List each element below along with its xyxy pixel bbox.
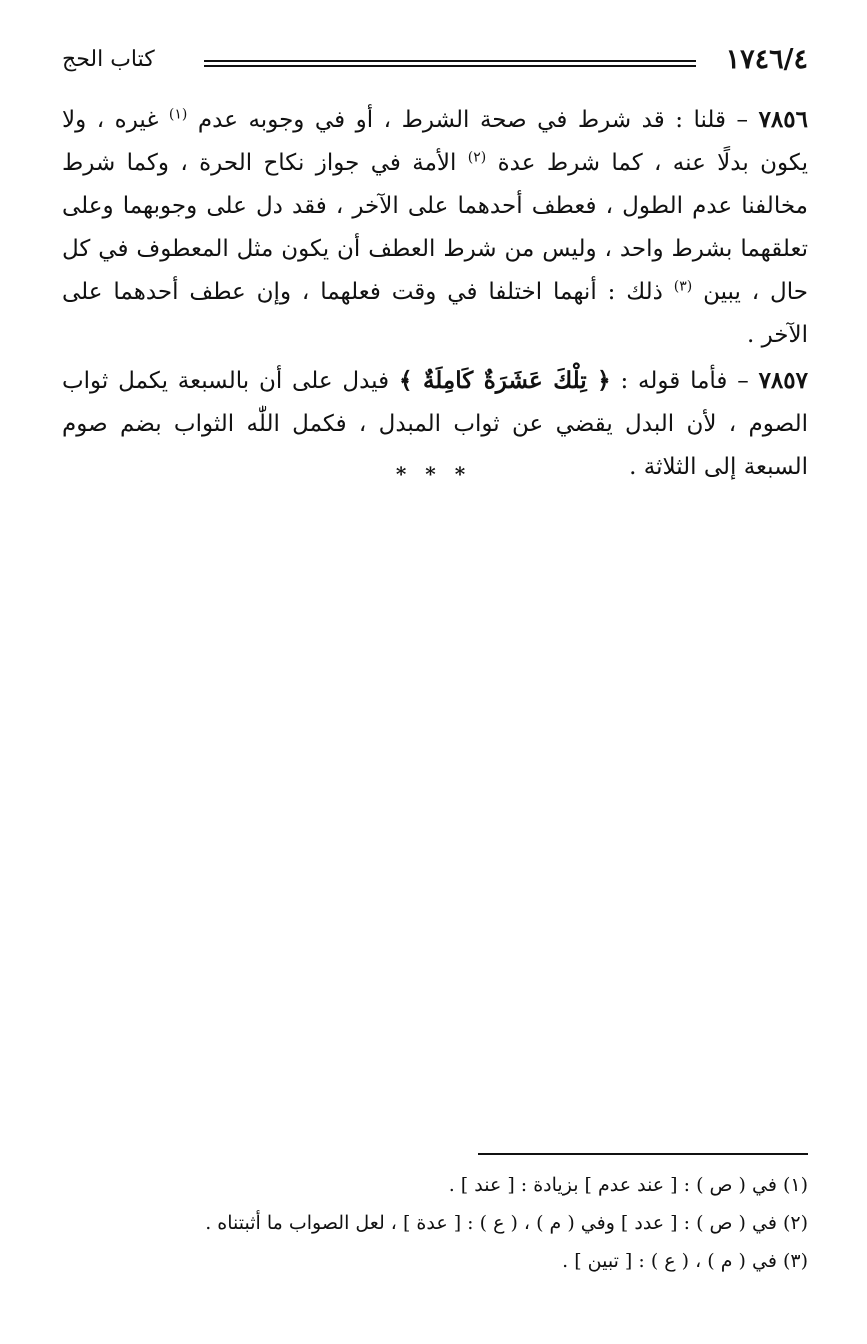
book-title: كتاب الحج [62, 47, 155, 72]
footnote-2: (٢) في ( ص ) : [ عدد ] وفي ( م ) ، ( ع ) : [ عدة ] ، لعل الصواب ما أثبتناه . [205, 1212, 808, 1234]
running-header [62, 44, 808, 84]
paragraph-text: فيدل على أن بالسبعة يكمل ثواب الصوم ، لأن البدل يقضي عن ثواب المبدل ، فكمل اللّٰه الثواب بضم صوم السبعة إلى الثلاثة . [62, 368, 808, 480]
quran-quote: ﴿ تِلْكَ عَشَرَةٌ كَامِلَةٌ ﴾ [398, 367, 611, 394]
paragraph-text: الأمة في جواز نكاح الحرة ، وكما شرط مخالفنا عدم الطول ، فعطف أحدهما على الآخر ، فقد دل على وجوبهما وعلى تعلقهما بشرط واحد ، وليس من شرط العطف أن يكون مثل المعطوف في كل حال ، يبين [62, 150, 808, 305]
paragraph-text: ذلك : أنهما اختلفا في وقت فعلهما ، وإن عطف أحدهما على الآخر . [62, 279, 808, 348]
footnote-ref-3: (٣) [673, 278, 693, 295]
footnote-ref-1: (١) [168, 106, 188, 123]
paragraph-text: – قلنا : قد شرط في صحة الشرط ، أو في وجوبه عدم [187, 107, 759, 133]
header-rule [204, 60, 696, 67]
paragraph-text: غيره ، ولا يكون بدلًا عنه ، كما شرط عدة [62, 107, 808, 176]
section-separator: * * * [395, 462, 472, 486]
footnote-3: (٣) في ( م ) ، ( ع ) : [ تبين ] . [562, 1250, 808, 1272]
footnote-ref-2: (٢) [467, 149, 487, 166]
footnote-rule [478, 1153, 808, 1155]
footnote-1: (١) في ( ص ) : [ عند عدم ] بزيادة : [ عند ] . [448, 1174, 808, 1196]
paragraph-number: ٧٨٥٦ [758, 106, 808, 133]
paragraph-text: – فأما قوله : [610, 368, 759, 394]
paragraph-number: ٧٨٥٧ [758, 367, 808, 394]
page-number: ١٧٤٦/٤ [725, 44, 808, 75]
paragraph-7856 [62, 98, 808, 357]
main-text [62, 98, 808, 489]
footnotes [62, 1166, 808, 1280]
